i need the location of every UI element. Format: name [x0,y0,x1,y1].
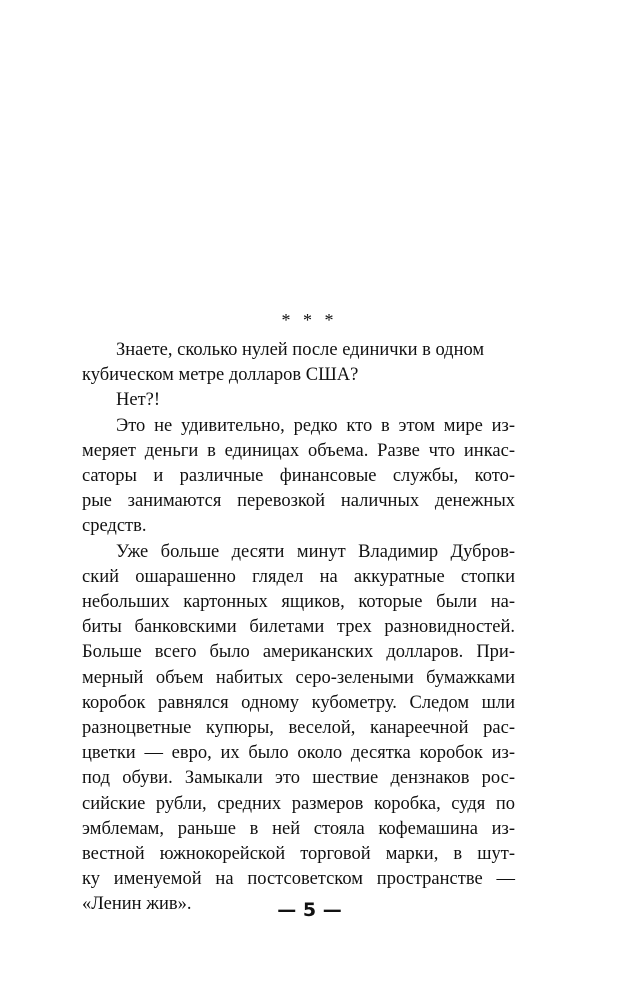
text-line: разноцветные купюры, веселой, канареечной рас- [82,718,515,738]
text-line: сийские рубли, средних размеров коробка, судя по [82,793,515,814]
text-line: ский ошарашенно глядел на аккуратные стопки [82,566,515,587]
text-line: под обуви. Замыкали это шествие дензнаков рос- [82,768,515,789]
text-line: Знаете, сколько нулей после единички в одном [116,340,485,360]
text-line: вестной южнокорейской торговой марки, в шут- [82,844,515,864]
text-line: небольших картонных ящиков, которые были на- [82,592,515,612]
text-line: коробок равнялся одному кубометру. Следом шли [82,692,515,713]
section-separator: * * * [281,310,338,330]
text-line: эмблемам, раньше в ней стояла кофемашина из- [82,818,515,839]
text-line: Нет?! [116,390,161,411]
text-line: Больше всего было американских долларов. При- [82,642,515,663]
text-line: цветки — евро, их было около десятка коробок из- [82,743,515,764]
text-line: кубическом метре долларов США? [82,365,359,386]
text-line: «Ленин жив». [82,894,192,915]
text-line: Это не удивительно, редко кто в этом мире из- [116,415,515,436]
text-line: рые занимаются перевозкой наличных денежных [82,491,515,512]
text-line: меряет деньги в единицах объема. Разве что инкас- [82,440,515,461]
text-line: саторы и различные финансовые службы, кото- [82,466,515,486]
text-line: Уже больше десяти минут Владимир Дубров- [116,541,515,562]
text-line: ку именуемой на постсоветском пространстве — [82,869,515,890]
text-line: средств. [82,516,147,537]
text-line: биты банковскими билетами трех разновидностей. [82,617,515,638]
page-number: — 5 — [277,899,342,921]
text-line: мерный объем набитых серо-зелеными бумажками [82,667,515,688]
